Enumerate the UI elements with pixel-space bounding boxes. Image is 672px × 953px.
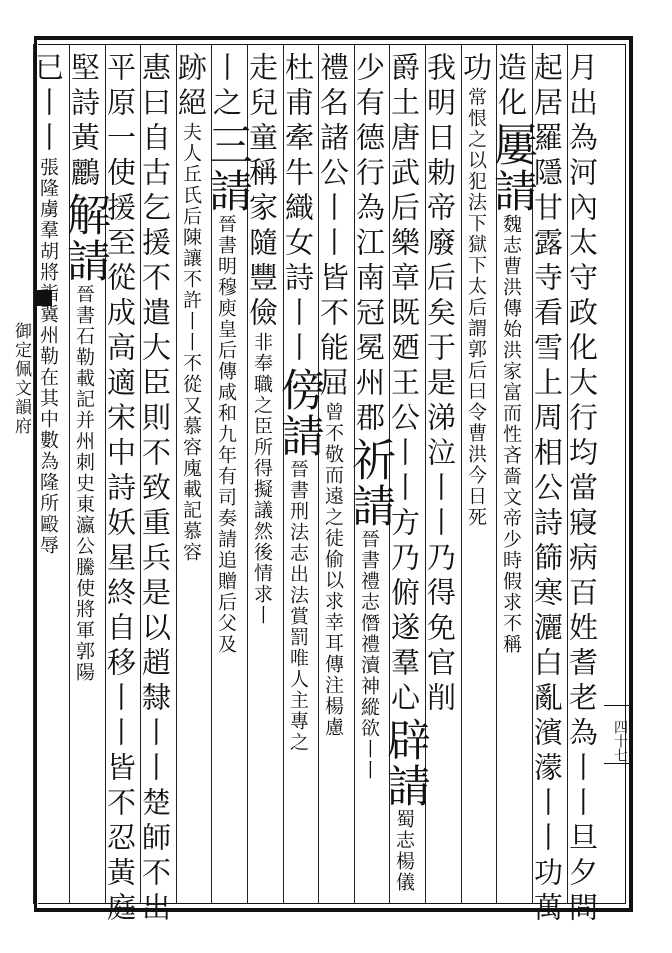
column-text: 走兒童稱家隨豐儉 <box>245 52 279 332</box>
book-title-margin: 御定佩文韻府 <box>11 322 31 436</box>
text-column <box>273 52 324 902</box>
column-text: 月出為河內太守政化大行均當寢病百姓耆老為丨丨旦夕問 <box>565 52 599 927</box>
column-text: 我明日勅帝廢后矣于是涕泣丨丨乃得免官削 <box>423 52 457 717</box>
entry-headword: 辟請 <box>379 717 430 809</box>
entry-headword: 祈請 <box>344 437 395 529</box>
column-text: 夫人丘氏后陳讓不許丨丨不從又慕容廆載記慕容 <box>180 122 202 563</box>
text-column <box>344 52 395 902</box>
entry-headword: 三請 <box>201 122 252 214</box>
text-column <box>59 52 110 902</box>
text-column <box>138 52 176 927</box>
column-text: 晉書刑法志出法賞罰唯人主專之 <box>287 459 309 753</box>
column-text: 非奉職之臣所得擬議然後情求丨 <box>251 332 273 626</box>
column-text: 常恨之以犯法下獄下太后謂郭后曰令曹洪今日死 <box>465 87 487 528</box>
column-text: 禮名諸公丨丨皆不能屈 <box>316 52 350 402</box>
text-column <box>201 52 252 902</box>
entry-headword: 解請 <box>59 192 110 284</box>
column-text: 跡絕 <box>174 52 208 122</box>
entry-headword: 屢請 <box>486 122 537 214</box>
column-text: 杜甫牽牛織女詩丨丨 <box>281 52 315 367</box>
column-text: 晉書禮志僭禮瀆神縱欲丨丨 <box>358 529 380 781</box>
column-text: 惠曰自古乞援不遣大臣則不致重兵是以趙隸丨丨楚師不出 <box>138 52 172 927</box>
text-column <box>530 52 568 927</box>
column-text: 張隆虜羣胡將詣冀州勒在其中數為隆所毆辱 <box>37 157 59 556</box>
text-column <box>486 52 537 902</box>
column-text: 蜀志楊儀 <box>393 809 415 893</box>
text-column <box>423 52 461 902</box>
text-column <box>459 52 497 902</box>
column-text: 起居羅隱甘露寺看雪上周相公詩篩寒灑白亂濱濛丨丨功萬 <box>530 52 564 927</box>
column-text: 爵土唐武后樂章既廼王公丨丨方乃俯遂羣心 <box>387 52 421 717</box>
column-text: 丨之 <box>209 52 243 122</box>
column-text: 造化 <box>494 52 528 122</box>
column-text: 晉書石勒載記并州刺史東瀛公騰使將軍郭陽 <box>73 284 95 683</box>
column-text: 已丨丨 <box>31 52 65 157</box>
text-column <box>31 52 69 902</box>
column-text: 功 <box>459 52 493 87</box>
column-text: 堅詩黃鸝 <box>67 52 101 192</box>
page-number: 四十七 <box>612 720 628 762</box>
page-number-rule-top <box>604 705 630 706</box>
text-column <box>103 52 141 927</box>
text-column <box>565 52 603 927</box>
text-column <box>316 52 354 902</box>
text-column <box>379 52 430 902</box>
entry-headword: 傍請 <box>273 367 324 459</box>
column-text: 晉書明穆庾皇后傳咸和九年有司奏請追贈后父及 <box>215 214 237 655</box>
column-text: 傳注楊慮 <box>322 654 344 738</box>
column-text: 少有德行為江南冠冕州郡 <box>352 52 386 437</box>
text-column <box>174 52 212 902</box>
column-text: 曾不敬而遠之徒偷以求幸耳 <box>322 402 344 654</box>
column-text: 魏志曹洪傳始洪家富而性吝嗇文帝少時假求不稱 <box>500 214 522 655</box>
column-text: 平原一使援至從成高適宋中詩妖星終自移丨丨皆不忍黃庭 <box>103 52 137 927</box>
text-column <box>245 52 283 902</box>
page-number-rule-bottom <box>604 763 630 764</box>
